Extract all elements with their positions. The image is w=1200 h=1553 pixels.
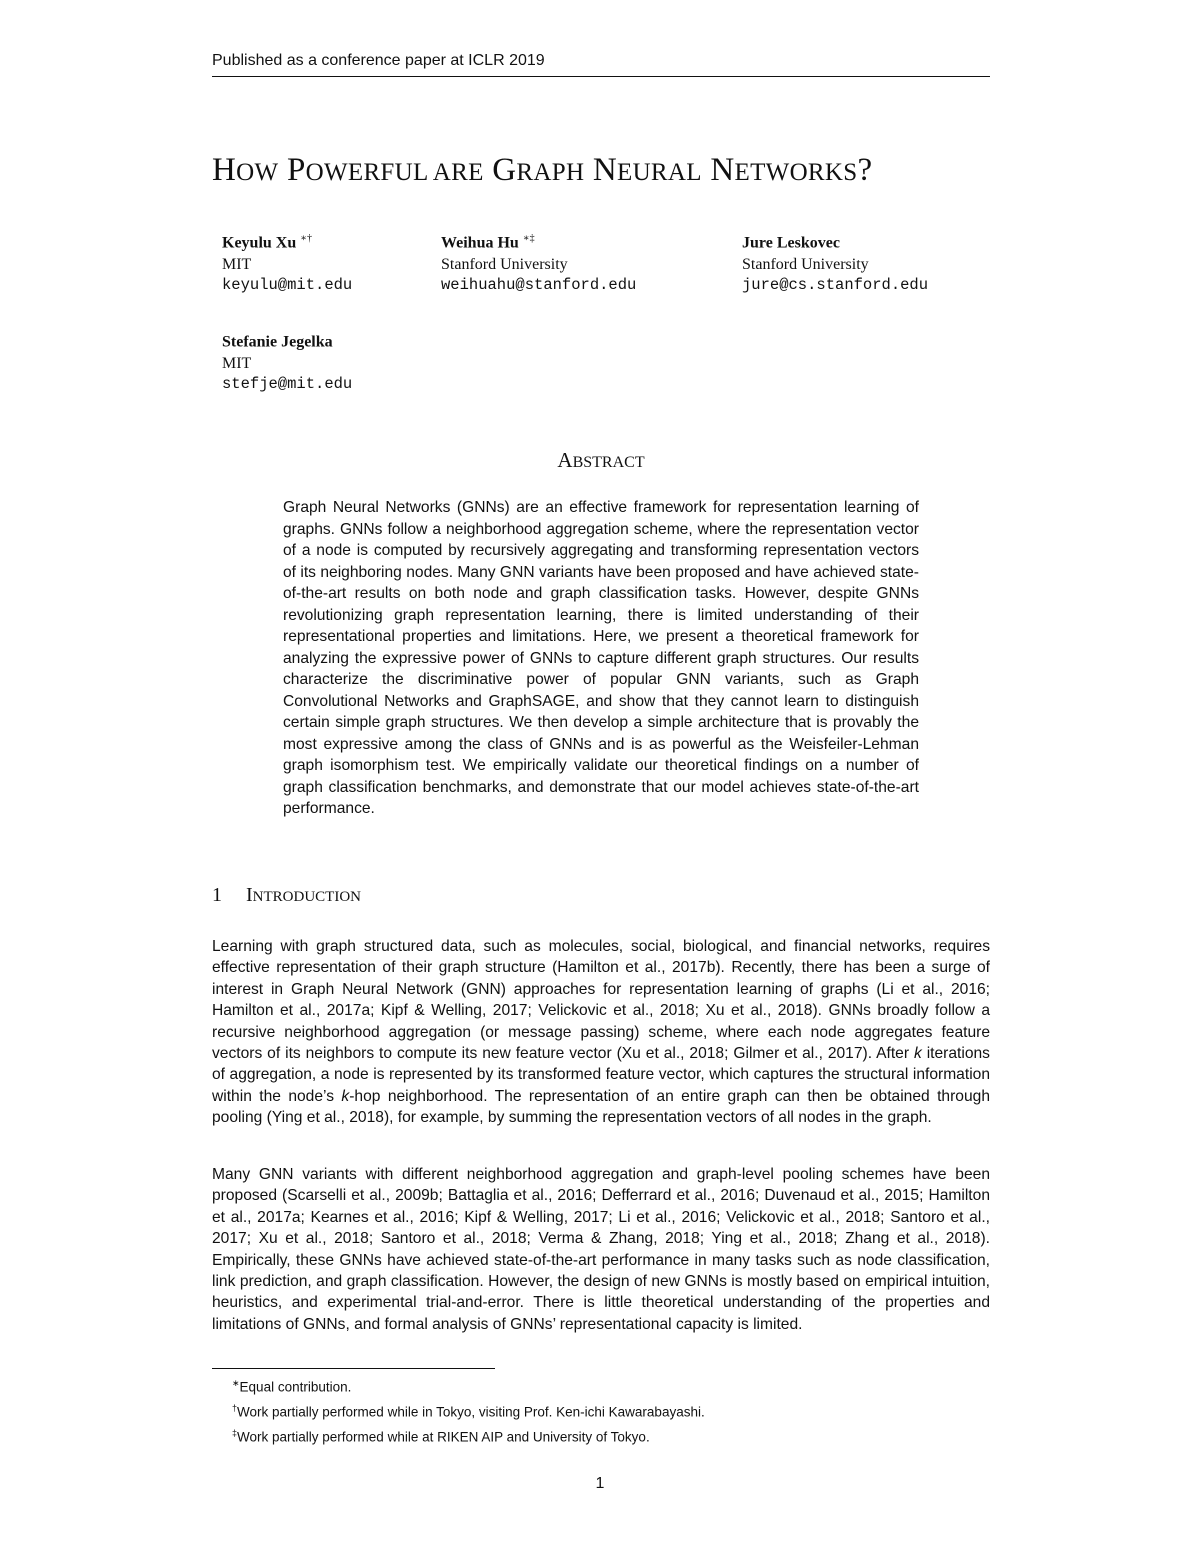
paper-title: HOW POWERFUL ARE GRAPH NEURAL NETWORKS? [212, 152, 873, 188]
author-block [441, 228, 636, 297]
author-name: Stefanie Jegelka [222, 333, 333, 351]
author-email[interactable]: stefje@mit.edu [222, 375, 353, 394]
author-affiliation: MIT [222, 354, 252, 372]
abstract-text: Graph Neural Networks (GNNs) are an effective framework for representation learning of graphs. GNNs follow a neighborhood aggregation scheme, where the representation vector of a node is computed by recursively aggregating and transforming representation vectors of its neighboring nodes. Many GNN variants have been proposed and have achieved state-of-the-art results on both node and graph classification tasks. However, despite GNNs revolutionizing graph representation learning, there is limited understanding of their representational properties and limitations. Here, we present a theoretical framework for analyzing the expressive power of GNNs to capture different graph structures. Our results characterize the discriminative power of popular GNN variants, such as Graph Convolutional Networks and GraphSAGE, and show that they cannot learn to distinguish certain simple graph structures. We then develop a simple architecture that is provably the most expressive among the class of GNNs and is as powerful as the Weisfeiler-Lehman graph isomorphism test. We empirically validate our theoretical findings on a number of graph classification benchmarks, and demonstrate that our model achieves state-of-the-art performance. [283, 499, 919, 817]
author-affiliation: MIT [222, 255, 252, 273]
intro-paragraph-1: Learning with graph structured data, such as molecules, social, biological, and financial networks, requires effective representation of their graph structure (Hamilton et al., 2017b). Recently, there has been a surge of interest in Graph Neural Network (GNN) approaches for representation learning of graphs (Li et al., 2016; Hamilton et al., 2017a; Kipf & Welling, 2017; Velickovic et al., 2018; Xu et al., 2018). GNNs broadly follow a recursive neighborhood aggregation (or message passing) scheme, where each node aggregates feature vectors of its neighbors to compute its new feature vector (Xu et al., 2018; Gilmer et al., 2017). After k iterations of aggregation, a node is represented by its transformed feature vector, which captures the structural information within the node’s k-hop neighborhood. The representation of an entire graph can then be obtained through pooling (Ying et al., 2018), for example, by summing the representation vectors of all nodes in the graph. [212, 938, 990, 1127]
author-block [222, 327, 352, 396]
intro-paragraph-2: Many GNN variants with different neighborhood aggregation and graph-level pooling schemes have been proposed (Scarselli et al., 2009b; Battaglia et al., 2016; Defferrard et al., 2016; Duvenaud et al., 2015; Hamilton et al., 2017a; Kearnes et al., 2016; Kipf & Welling, 2017; Li et al., 2016; Velickovic et al., 2018; Santoro et al., 2017; Xu et al., 2018; Santoro et al., 2018; Verma & Zhang, 2018; Ying et al., 2018; Zhang et al., 2018). Empirically, these GNNs have achieved state-of-the-art performance in many tasks such as node classification, link prediction, and graph classification. However, the design of new GNNs is mostly based on empirical intuition, heuristics, and experimental trial-and-error. There is little theoretical understanding of the properties and limitations of GNNs, and formal analysis of GNNs’ representational capacity is limited. [212, 1166, 990, 1333]
author-email[interactable]: weihuahu@stanford.edu [441, 276, 637, 295]
author-affiliation: Stanford University [742, 255, 869, 273]
author-block [742, 228, 928, 297]
footnote: ∗Equal contribution. [232, 1378, 352, 1395]
section-heading-introduction: 1 INTRODUCTION [212, 884, 361, 906]
author-block [222, 228, 352, 297]
author-email[interactable]: jure@cs.stanford.edu [742, 276, 929, 295]
footnote: ‡Work partially performed while at RIKEN AIP and University of Tokyo. [232, 1428, 650, 1445]
author-affiliation: Stanford University [441, 255, 568, 273]
page-number: 1 [595, 1475, 605, 1492]
author-name: Weihua Hu ∗‡ [441, 233, 535, 252]
author-name: Keyulu Xu ∗† [222, 233, 313, 252]
author-name: Jure Leskovec [742, 234, 840, 252]
footnotes [232, 1373, 992, 1448]
footnote: †Work partially performed while in Tokyo, visiting Prof. Ken-ichi Kawarabayashi. [232, 1403, 705, 1420]
running-head: Published as a conference paper at ICLR 2019 [212, 52, 990, 77]
footnote-divider [212, 1368, 495, 1369]
abstract-heading: ABSTRACT [557, 448, 645, 472]
author-email[interactable]: keyulu@mit.edu [222, 276, 353, 295]
